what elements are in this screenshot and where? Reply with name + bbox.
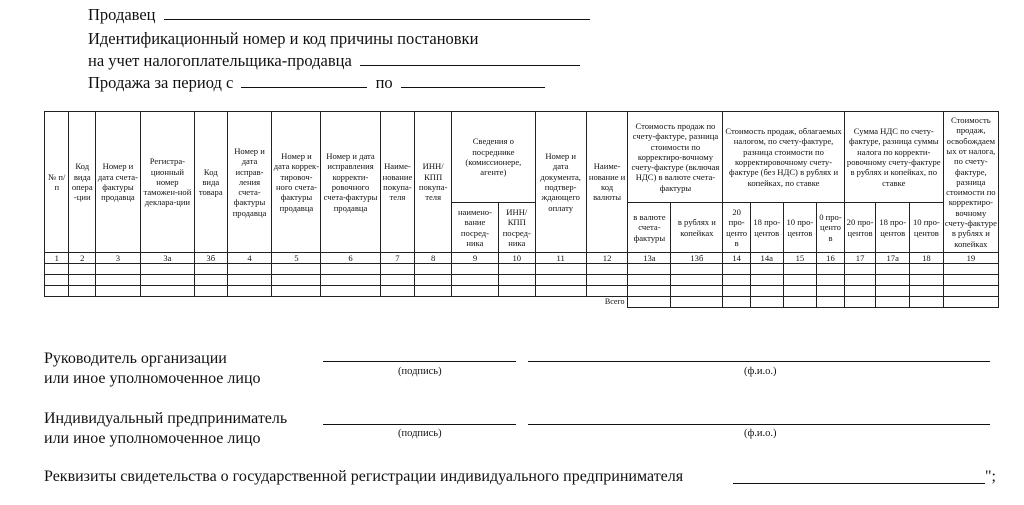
head-name-caption: (ф.и.о.)	[744, 366, 777, 377]
period-label: Продажа за период с	[88, 73, 234, 92]
tin-label-line2: на учет налогоплательщика-продавца	[88, 51, 352, 70]
tin-field[interactable]	[360, 51, 580, 66]
column-number: 8	[415, 253, 452, 264]
column-number: 9	[452, 253, 499, 264]
col-vat-header: Сумма НДС по счету-фактуре, разница суммы налога по корректи-ровочному счету-фактуре в рублях и копейках, по ставке	[844, 112, 943, 203]
head-signature-field[interactable]	[323, 361, 516, 362]
total-cell[interactable]	[671, 297, 723, 308]
col-agent-name-header: наимено-вание посред-ника	[452, 203, 499, 253]
column-number: 2	[69, 253, 96, 264]
table-row[interactable]	[45, 286, 999, 297]
period-row	[88, 73, 545, 93]
column-number: 11	[535, 253, 586, 264]
period-from-field[interactable]	[241, 73, 367, 88]
col-buyer-inn-header: ИНН/ КПП покупа-теля	[415, 112, 452, 253]
column-number: 5	[272, 253, 321, 264]
period-to-label: по	[375, 73, 393, 92]
seller-row	[88, 5, 590, 25]
col-buyer-name-header: Наиме-нование покупа-теля	[380, 112, 415, 253]
column-number: 13а	[628, 253, 671, 264]
registration-field[interactable]	[733, 483, 985, 484]
total-cell[interactable]	[844, 297, 876, 308]
total-label: Всего	[45, 297, 628, 308]
col-taxed-header: Стоимость продаж, облагаемых налогом, по счету-фактуре, разница стоимости по корректировочному счету-фактуре (без НДС) в рублях и копейках, по ставке	[723, 112, 844, 203]
seller-field[interactable]	[164, 5, 590, 20]
period-to-field[interactable]	[401, 73, 545, 88]
column-number: 17а	[876, 253, 910, 264]
head-label-line1: Руководитель организации	[44, 350, 227, 367]
column-number: 6	[321, 253, 380, 264]
head-signature-caption: (подпись)	[398, 366, 442, 377]
column-number: 12	[586, 253, 628, 264]
ip-name-caption: (ф.и.о.)	[744, 428, 777, 439]
total-row	[45, 297, 999, 308]
total-cell[interactable]	[817, 297, 845, 308]
col-taxed-18-header: 18 про-центов	[750, 203, 783, 253]
column-number: 1	[45, 253, 69, 264]
col-adjustment-correction-header: Номер и дата исправления корректи-ровочного счета-фактуры продавца	[321, 112, 380, 253]
column-number: 14а	[750, 253, 783, 264]
column-number: 14	[723, 253, 751, 264]
col-taxed-0-header: 0 про-центов	[817, 203, 845, 253]
col-goods-code-header: Код вида товара	[194, 112, 227, 253]
ip-label-line2: или иное уполномоченное лицо	[44, 430, 261, 447]
column-number: 17	[844, 253, 876, 264]
col-cost-header: Стоимость продаж по счету-фактуре, разница стоимости по корректиро-вочному счету-фактуре (включая НДС) в валюте счета-фактуры	[628, 112, 723, 203]
registration-label: Реквизиты свидетельства о государственной регистрации индивидуального предпринимателя	[44, 468, 684, 485]
col-number-header: № п/п	[45, 112, 69, 253]
total-cell[interactable]	[943, 297, 998, 308]
column-number: 19	[943, 253, 998, 264]
column-number: 3б	[194, 253, 227, 264]
seller-label: Продавец	[88, 5, 156, 24]
column-number: 7	[380, 253, 415, 264]
col-operation-code-header: Код вида опера-ции	[69, 112, 96, 253]
total-cell[interactable]	[750, 297, 783, 308]
col-vat-10-header: 10 про-центов	[910, 203, 944, 253]
col-agent-inn-header: ИНН/ КПП посред-ника	[498, 203, 535, 253]
head-name-field[interactable]	[528, 361, 990, 362]
col-vat-20-header: 20 про-центов	[844, 203, 876, 253]
registration-end-mark: ";	[985, 468, 996, 485]
col-adjustment-invoice-header: Номер и дата коррек-тировоч-ного счета-фактуры продавца	[272, 112, 321, 253]
column-number: 3а	[140, 253, 194, 264]
column-number: 18	[910, 253, 944, 264]
tin-label-line1: Идентификационный номер и код причины постановки	[88, 29, 479, 48]
tin-row	[88, 51, 580, 71]
col-customs-reg-header: Регистра-ционный номер таможен-ной деклара-ции	[140, 112, 194, 253]
column-number: 10	[498, 253, 535, 264]
col-taxed-10-header: 10 про-центов	[783, 203, 817, 253]
head-label-line2: или иное уполномоченное лицо	[44, 370, 261, 387]
col-payment-doc-header: Номер и дата документа, подтвер-ждающего оплату	[535, 112, 586, 253]
total-cell[interactable]	[628, 297, 671, 308]
column-number: 16	[817, 253, 845, 264]
column-numbers-row	[45, 253, 999, 264]
column-number: 13б	[671, 253, 723, 264]
ip-label-line1: Индивидуальный предприниматель	[44, 410, 288, 427]
total-cell[interactable]	[723, 297, 751, 308]
col-invoice-correction-header: Номер и дата исправ-ления счета-фактуры продавца	[227, 112, 272, 253]
col-vat-18-header: 18 про-центов	[876, 203, 910, 253]
table-row[interactable]	[45, 264, 999, 275]
column-number: 3	[96, 253, 141, 264]
total-cell[interactable]	[876, 297, 910, 308]
col-cost-rub-header: в рублях и копейках	[671, 203, 723, 253]
sales-ledger-table	[44, 111, 999, 308]
col-cost-currency-header: в валюте счета-фактуры	[628, 203, 671, 253]
col-currency-header: Наиме-нование и код валюты	[586, 112, 628, 253]
ip-signature-caption: (подпись)	[398, 428, 442, 439]
col-agent-header: Сведения о посреднике (комиссионере, агенте)	[452, 112, 536, 203]
ip-signature-field[interactable]	[323, 424, 516, 425]
col-invoice-header: Номер и дата счета-фактуры продавца	[96, 112, 141, 253]
column-number: 4	[227, 253, 272, 264]
col-exempt-header: Стоимость продаж, освобождаемых от налога, по счету-фактуре, разница стоимости по корректиро-вочному счету-фактуре в рублях и копейках	[943, 112, 998, 253]
total-cell[interactable]	[783, 297, 817, 308]
ip-name-field[interactable]	[528, 424, 990, 425]
col-taxed-20-header: 20 про-центов	[723, 203, 751, 253]
table-row[interactable]	[45, 275, 999, 286]
column-number: 15	[783, 253, 817, 264]
total-cell[interactable]	[910, 297, 944, 308]
